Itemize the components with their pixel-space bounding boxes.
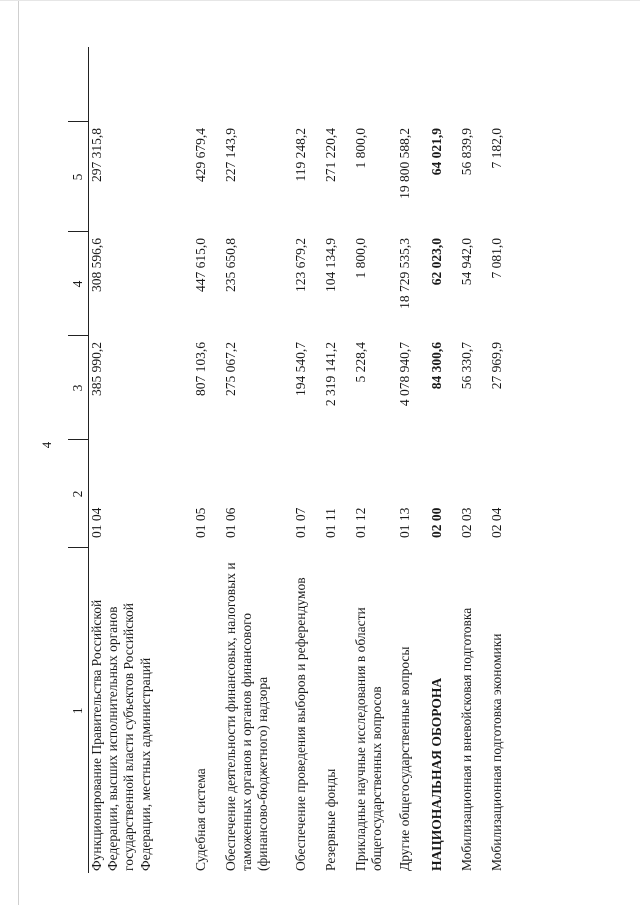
row-value-5: 119 248,2	[293, 128, 308, 182]
row-code: 01 06	[223, 507, 238, 538]
header-col-6-blank	[68, 47, 89, 122]
table-row	[397, 47, 429, 873]
row-value-4: 18 729 535,3	[397, 238, 412, 309]
row-value-3: 27 969,9	[489, 342, 504, 390]
row-blank	[293, 47, 323, 122]
row-value-3: 5 228,4	[353, 342, 368, 383]
header-col-4: 4	[68, 232, 89, 336]
table-row-section	[429, 47, 459, 873]
row-blank	[323, 47, 353, 122]
row-blank	[89, 47, 194, 122]
page-number: 4	[39, 441, 54, 449]
row-value-3: 84 300,6	[429, 342, 444, 390]
row-value-4: 7 081,0	[489, 238, 504, 279]
row-name: Мобилизационная подготовка экономики	[489, 633, 504, 871]
header-col-2: 2	[68, 440, 89, 548]
row-value-4: 62 023,0	[429, 238, 444, 286]
row-value-4: 123 679,2	[293, 238, 308, 292]
row-value-5: 227 143,9	[223, 128, 238, 182]
rotated-sheet	[68, 47, 616, 873]
row-value-4: 54 942,0	[459, 238, 474, 286]
row-blank	[489, 47, 519, 122]
row-name: Обеспечение деятельности финансовых, налоговых и таможенных органов и органов финансового (финансово-бюджетного) надзора	[223, 562, 271, 871]
row-value-4: 1 800,0	[353, 238, 368, 279]
table-row	[489, 47, 519, 873]
header-col-1: 1	[68, 548, 89, 873]
row-value-3: 275 067,2	[223, 342, 238, 396]
table-row	[353, 47, 397, 873]
row-blank	[193, 47, 223, 122]
header-col-3: 3	[68, 336, 89, 440]
row-value-5: 7 182,0	[489, 128, 504, 169]
table-header-row	[68, 47, 89, 873]
row-value-5: 429 679,4	[193, 128, 208, 182]
row-code: 01 05	[193, 507, 208, 538]
row-value-3: 194 540,7	[293, 342, 308, 396]
row-value-3: 807 103,6	[193, 342, 208, 396]
row-value-4: 104 134,9	[323, 238, 338, 292]
row-value-4: 235 650,8	[223, 238, 238, 292]
row-code: 02 03	[459, 507, 474, 538]
row-value-3: 4 078 940,7	[397, 342, 412, 407]
row-name: Мобилизационная и вневойсковая подготовка	[459, 607, 474, 871]
row-value-5: 56 839,9	[459, 128, 474, 176]
row-code: 01 12	[353, 507, 368, 538]
section-name: НАЦИОНАЛЬНАЯ ОБОРОНА	[429, 677, 444, 871]
row-name: Другие общегосударственные вопросы	[397, 646, 412, 871]
row-name: Обеспечение проведения выборов и референдумов	[293, 577, 308, 871]
row-name: Функционирование Правительства Российской Федерации, высших исполнительных органов государственной власти субъектов Российской Федерации, местных администраций	[89, 599, 153, 871]
scan-edge-line	[18, 0, 19, 905]
row-value-4: 447 615,0	[193, 238, 208, 292]
row-code: 02 04	[489, 507, 504, 538]
row-code: 01 07	[293, 507, 308, 538]
table-row	[323, 47, 353, 873]
row-blank	[429, 47, 459, 122]
table-row	[193, 47, 223, 873]
table-row	[89, 47, 194, 873]
row-name: Прикладные научные исследования в области общегосударственных вопросов	[353, 607, 385, 871]
row-value-5: 271 220,4	[323, 128, 338, 182]
table-row	[459, 47, 489, 873]
row-name: Судебная система	[193, 768, 208, 871]
budget-table	[68, 47, 519, 873]
row-value-3: 385 990,2	[89, 342, 104, 396]
table-row	[223, 47, 293, 873]
row-value-5: 19 800 588,2	[397, 128, 412, 199]
row-code: 01 11	[323, 508, 338, 538]
row-blank	[353, 47, 397, 122]
header-col-5: 5	[68, 122, 89, 232]
row-value-3: 2 319 141,2	[323, 342, 338, 407]
row-value-3: 56 330,7	[459, 342, 474, 390]
row-name: Резервные фонды	[323, 768, 338, 871]
row-code: 01 04	[89, 507, 104, 538]
row-blank	[223, 47, 293, 122]
row-blank	[397, 47, 429, 122]
row-code: 01 13	[397, 507, 412, 538]
row-value-4: 308 596,6	[89, 238, 104, 292]
row-code: 02 00	[429, 507, 444, 538]
scan-top-line	[0, 0, 640, 1]
table-row	[293, 47, 323, 873]
row-value-5: 64 021,9	[429, 128, 444, 176]
row-blank	[459, 47, 489, 122]
row-value-5: 297 315,8	[89, 128, 104, 182]
row-value-5: 1 800,0	[353, 128, 368, 169]
